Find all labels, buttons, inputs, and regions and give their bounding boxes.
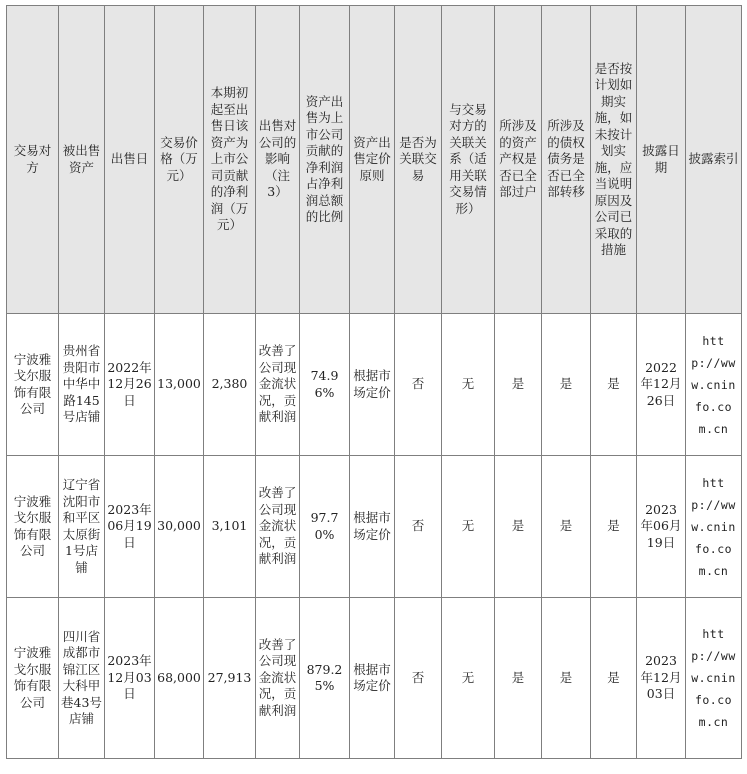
cell-counterparty: 宁波雅戈尔服饰有限公司: [7, 314, 59, 456]
cell-sale-date: 2023年06月19日: [105, 456, 155, 598]
header-cell-disclosure-date: 披露日期: [637, 6, 686, 314]
cell-transferred: 是: [495, 314, 542, 456]
cell-net-profit: 27,913: [204, 598, 256, 759]
cell-related: 否: [395, 314, 442, 456]
cell-relation: 无: [442, 314, 495, 456]
cell-disclosure-date: 2023年12月03日: [637, 598, 686, 759]
cell-asset: 四川省成都市锦江区大科甲巷43号店铺: [59, 598, 105, 759]
table-row: [7, 314, 742, 456]
cell-related: 否: [395, 456, 442, 598]
header-cell-sale-date: 出售日: [105, 6, 155, 314]
cell-counterparty: 宁波雅戈尔服饰有限公司: [7, 598, 59, 759]
cell-net-profit: 3,101: [204, 456, 256, 598]
header-cell-impact: 出售对公司的影响（注3）: [256, 6, 300, 314]
cell-impact: 改善了公司现金流状况，贡献利润: [256, 598, 300, 759]
cell-pricing: 根据市场定价: [350, 598, 395, 759]
cell-relation: 无: [442, 456, 495, 598]
cell-impact: 改善了公司现金流状况，贡献利润: [256, 314, 300, 456]
header-cell-ratio: 资产出售为上市公司贡献的净利润占净利润总额的比例: [300, 6, 350, 314]
cell-disclosure-date: 2023年06月19日: [637, 456, 686, 598]
cell-related: 否: [395, 598, 442, 759]
cell-price: 30,000: [155, 456, 204, 598]
header-cell-on-plan: 是否按计划如期实施，如未按计划实施，应当说明原因及公司已采取的措施: [591, 6, 637, 314]
cell-on-plan: 是: [591, 456, 637, 598]
cell-impact: 改善了公司现金流状况，贡献利润: [256, 456, 300, 598]
table-row: [7, 598, 742, 759]
cell-price: 13,000: [155, 314, 204, 456]
cell-net-profit: 2,380: [204, 314, 256, 456]
cell-ratio: 97.70%: [300, 456, 350, 598]
cell-asset: 辽宁省沈阳市和平区太原街1号店铺: [59, 456, 105, 598]
header-cell-index: 披露索引: [686, 6, 742, 314]
cell-counterparty: 宁波雅戈尔服饰有限公司: [7, 456, 59, 598]
cell-disclosure-date: 2022年12月26日: [637, 314, 686, 456]
header-cell-pricing: 资产出售定价原则: [350, 6, 395, 314]
cell-pricing: 根据市场定价: [350, 314, 395, 456]
header-cell-asset: 被出售资产: [59, 6, 105, 314]
header-cell-related: 是否为关联交易: [395, 6, 442, 314]
cell-transferred: 是: [495, 456, 542, 598]
asset-sale-table: [6, 5, 742, 759]
header-cell-debts: 所涉及的债权债务是否已全部转移: [542, 6, 591, 314]
cell-debts: 是: [542, 456, 591, 598]
cell-index-link[interactable]: http://www.cninfo.com.cn: [686, 456, 742, 598]
cell-sale-date: 2022年12月26日: [105, 314, 155, 456]
table-row: [7, 456, 742, 598]
header-cell-transferred: 所涉及的资产产权是否已全部过户: [495, 6, 542, 314]
cell-on-plan: 是: [591, 598, 637, 759]
header-row: [7, 6, 742, 314]
header-cell-price: 交易价格（万元）: [155, 6, 204, 314]
cell-relation: 无: [442, 598, 495, 759]
cell-ratio: 74.96%: [300, 314, 350, 456]
cell-ratio: 879.25%: [300, 598, 350, 759]
header-cell-counterparty: 交易对方: [7, 6, 59, 314]
cell-index-link[interactable]: http://www.cninfo.com.cn: [686, 598, 742, 759]
cell-asset: 贵州省贵阳市中华中路145号店铺: [59, 314, 105, 456]
cell-sale-date: 2023年12月03日: [105, 598, 155, 759]
header-cell-relation: 与交易对方的关联关系（适用关联交易情形）: [442, 6, 495, 314]
cell-transferred: 是: [495, 598, 542, 759]
cell-price: 68,000: [155, 598, 204, 759]
cell-pricing: 根据市场定价: [350, 456, 395, 598]
cell-index-link[interactable]: http://www.cninfo.com.cn: [686, 314, 742, 456]
cell-on-plan: 是: [591, 314, 637, 456]
cell-debts: 是: [542, 598, 591, 759]
header-cell-net-profit: 本期初起至出售日该资产为上市公司贡献的净利润（万元）: [204, 6, 256, 314]
cell-debts: 是: [542, 314, 591, 456]
